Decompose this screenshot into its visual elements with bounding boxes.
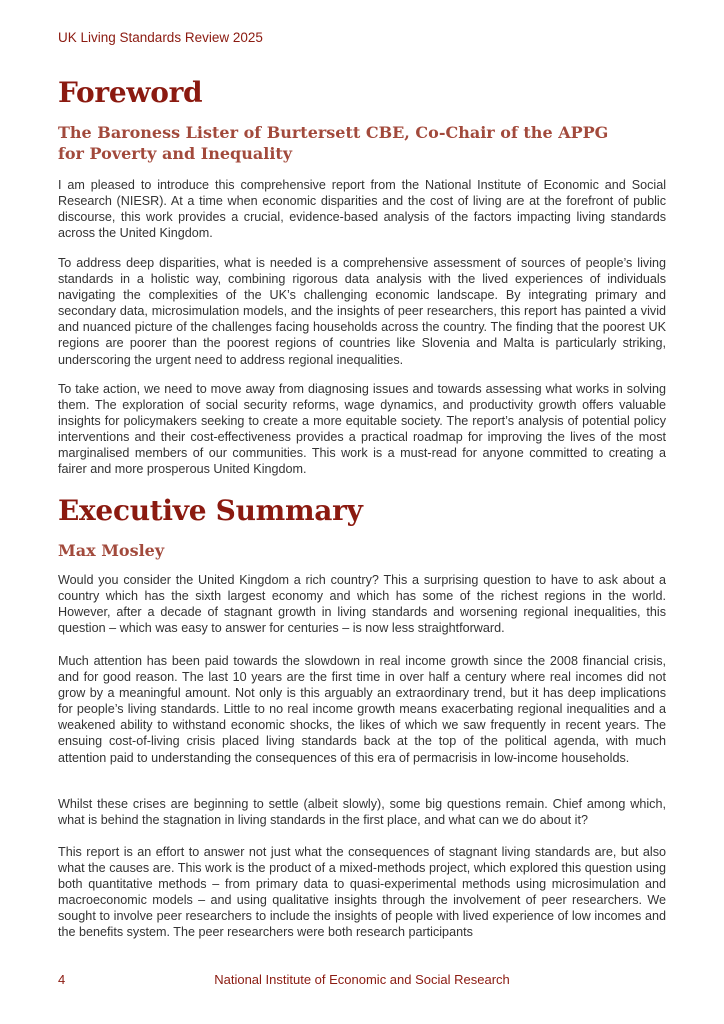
running-header: UK Living Standards Review 2025 — [58, 30, 263, 45]
foreword-paragraph: To take action, we need to move away from diagnosing issues and towards assessing what works in solving them. The exploration of social security reforms, wage dynamics, and productivity growth offers valuable insights for policymakers seeking to create a more equitable society. The report’s analysis of potential policy interventions and their cost-effectiveness provides a practical roadmap for improving the lives of the most marginalised members of our communities. This work is a must-read for anyone committed to creating a fairer and more prosperous United Kingdom. — [58, 382, 666, 477]
executive-summary-title: Executive Summary — [58, 494, 363, 527]
foreword-paragraph: I am pleased to introduce this comprehensive report from the National Institute of Economic and Social Research (NIESR). At a time when economic disparities and the cost of living are at the forefront of public discourse, this work provides a crucial, evidence-based analysis of the factors impacting living standards across the United Kingdom. — [58, 178, 666, 241]
executive-summary-author: Max Mosley — [58, 541, 165, 560]
summary-paragraph: Would you consider the United Kingdom a rich country? This a surprising question to have to ask about a country which has the sixth largest economy and which has some of the richest regions in the world. However, after a decade of stagnant growth in living standards and worsening regional inequalities, this question – which was easy to answer for centuries – is now less straightforward. — [58, 573, 666, 636]
page-number: 4 — [58, 972, 66, 987]
footer-publisher: National Institute of Economic and Social Research — [214, 972, 510, 987]
summary-paragraph: Much attention has been paid towards the slowdown in real income growth since the 2008 financial crisis, and for good reason. The last 10 years are the first time in over half a century where real incomes did not grow by a meaningful amount. Not only is this arguably an extraordinary trend, but it has deep implications for people’s living standards. Little to no real income growth means exacerbating regional inequalities and a weakened ability to withstand economic shocks, the likes of which we saw frequently in recent years. The ensuing cost-of-living crisis placed living standards back at the top of the political agenda, with much attention paid to understanding the consequences of this era of permacrisis in low-income households. — [58, 654, 666, 765]
foreword-author: The Baroness Lister of Burtersett CBE, Co-Chair of the APPG for Poverty and Inequality — [58, 123, 609, 163]
foreword-title: Foreword — [58, 76, 203, 109]
foreword-paragraph: To address deep disparities, what is needed is a comprehensive assessment of sources of people’s living standards in a holistic way, combining rigorous data analysis with the lived experiences of individuals navigating the complexities of the UK’s challenging economic landscape. By integrating primary and secondary data, microsimulation models, and the insights of peer researchers, this report has painted a vivid and nuanced picture of the challenges facing households across the country. The finding that the poorest UK regions are poorer than the poorest regions of countries like Slovenia and Malta is particularly striking, underscoring the urgent need to address regional inequalities. — [58, 256, 666, 367]
summary-paragraph: This report is an effort to answer not just what the consequences of stagnant living standards are, but also what the causes are. This work is the product of a mixed-methods project, which explored this question using both quantitative methods – from primary data to quasi-experimental methods using microsimulation and macroeconomic models – and using qualitative insights through the involvement of peer researchers. We sought to involve peer researchers to include the insights of people with lived experience of low incomes and the benefits system. The peer researchers were both research participants — [58, 845, 666, 940]
summary-paragraph: Whilst these crises are beginning to settle (albeit slowly), some big questions remain. Chief among which, what is behind the stagnation in living standards in the first place, and what can we do about it? — [58, 797, 666, 828]
